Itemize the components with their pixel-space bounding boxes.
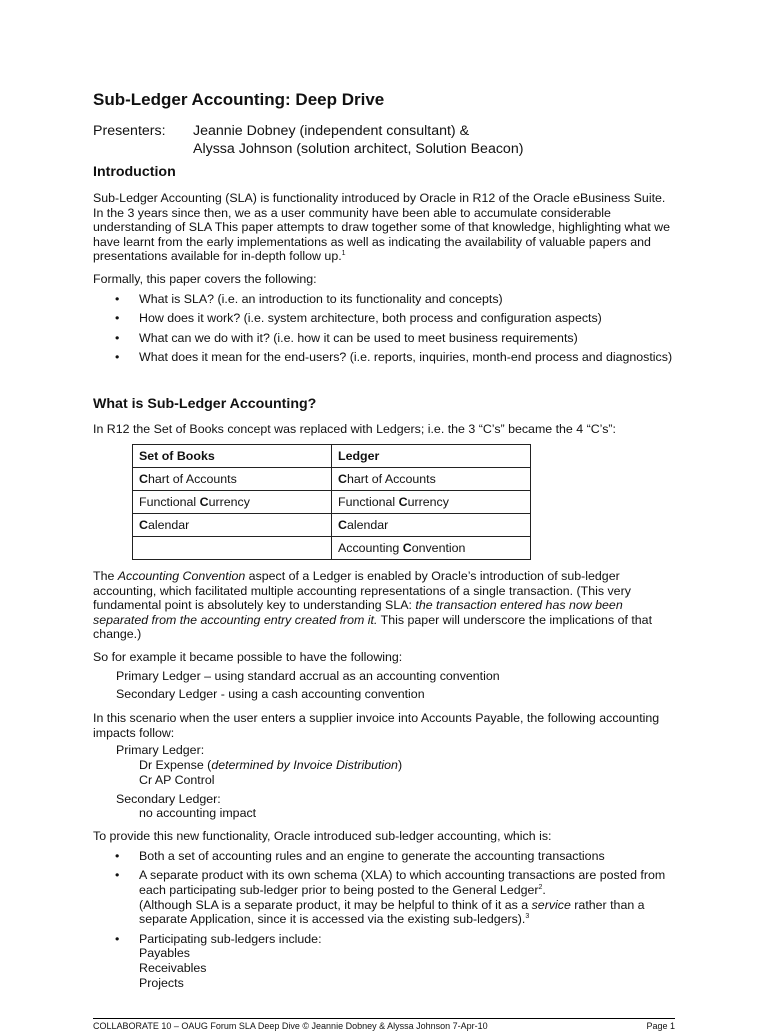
intro-text: Sub-Ledger Accounting (SLA) is functionality introduced by Oracle in R12 of the Oracle eBusiness Suite. In the 3 years since then, we as a user community have been able to accumulate considerable understanding of SLA This paper attempts to draw together some of that knowledge, highlighting what we have learnt from the early implementations as well as indicating the availability of valuable papers and presentations available for in-depth follow up. bbox=[93, 191, 670, 264]
books-comparison-table bbox=[132, 444, 531, 560]
sla-list bbox=[93, 849, 675, 995]
sub-ledger-item: Projects bbox=[139, 975, 184, 990]
table-cell: Chart of Accounts bbox=[332, 468, 531, 491]
secondary-ledger-line: Secondary Ledger - using a cash accounting convention bbox=[116, 687, 425, 701]
what-is-heading: What is Sub-Ledger Accounting? bbox=[93, 396, 317, 412]
sub-ledger-item: Receivables bbox=[139, 960, 207, 975]
intro-paragraph bbox=[93, 191, 675, 264]
table-header: Set of Books bbox=[133, 445, 332, 468]
table-header-row bbox=[133, 445, 531, 468]
covers-lead: Formally, this paper covers the following: bbox=[93, 272, 317, 286]
list-item: • Both a set of accounting rules and an engine to generate the accounting transactions bbox=[93, 849, 675, 864]
dr-expense-line: Dr Expense (determined by Invoice Distribution) bbox=[139, 758, 403, 772]
footnote-ref: 3 bbox=[525, 913, 530, 921]
footer-text: COLLABORATE 10 – OAUG Forum SLA Deep Dive © Jeannie Dobney & Alyssa Johnson 7-Apr-10 bbox=[93, 1021, 488, 1031]
list-item: • Participating sub-ledgers include: Payables Receivables Projects bbox=[93, 932, 675, 990]
intro-heading: Introduction bbox=[93, 164, 176, 180]
table-cell: Chart of Accounts bbox=[133, 468, 332, 491]
footnote-ref: 1 bbox=[341, 250, 346, 258]
sub-ledger-item: Payables bbox=[139, 946, 190, 961]
table-row bbox=[133, 468, 531, 491]
list-item: • What does it mean for the end-users? (i.e. reports, inquiries, month-end process and diagnostics) bbox=[93, 350, 675, 365]
table-header: Ledger bbox=[332, 445, 531, 468]
page-footer bbox=[93, 1018, 675, 1031]
presenter-2: Alyssa Johnson (solution architect, Solution Beacon) bbox=[193, 141, 524, 157]
presenters bbox=[93, 122, 523, 158]
document-title: Sub-Ledger Accounting: Deep Drive bbox=[93, 90, 385, 109]
convention-paragraph: The Accounting Convention aspect of a Ledger is enabled by Oracle’s introduction of sub-ledger accounting, which facilitated multiple accounting representations of a single transaction. (This very fundamental point is absolutely key to understanding SLA: the transaction entered has now been separated from the accounting entry created from it. This paper will underscore the implications of that change.) bbox=[93, 569, 653, 642]
list-item: • How does it work? (i.e. system architecture, both process and configuration aspects) bbox=[93, 311, 675, 326]
table-row bbox=[133, 537, 531, 560]
table-row bbox=[133, 514, 531, 537]
cr-ap-line: Cr AP Control bbox=[139, 773, 215, 787]
no-impact-line: no accounting impact bbox=[139, 806, 257, 820]
list-item: • A separate product with its own schema (XLA) to which accounting transactions are posted from each participating sub-ledger prior to being posted to the General Ledger$^2$. (Although SLA is a separate product, it may be helpful to think of it as a service rather than a separate Application, since it is accessed via the existing sub-ledgers).$^3$ bbox=[93, 868, 675, 926]
table-cell bbox=[133, 537, 332, 560]
table-row bbox=[133, 491, 531, 514]
page-number: Page 1 bbox=[646, 1021, 675, 1031]
provide-lead: To provide this new functionality, Oracle introduced sub-ledger accounting, which is: bbox=[93, 829, 552, 843]
primary-ledger-label: Primary Ledger: bbox=[116, 743, 205, 757]
primary-ledger-line: Primary Ledger – using standard accrual as an accounting convention bbox=[116, 669, 500, 683]
footnote-ref: 2 bbox=[538, 883, 543, 891]
table-cell: Calendar bbox=[332, 514, 531, 537]
list-item: • What can we do with it? (i.e. how it can be used to meet business requirements) bbox=[93, 331, 675, 346]
what-is-lead: In R12 the Set of Books concept was replaced with Ledgers; i.e. the 3 “C’s” became the 4 “C’s”: bbox=[93, 422, 616, 436]
table-cell: Functional Currency bbox=[332, 491, 531, 514]
secondary-ledger-label: Secondary Ledger: bbox=[116, 792, 221, 806]
presenter-1: Jeannie Dobney (independent consultant) & bbox=[193, 123, 470, 139]
example-lead: So for example it became possible to have the following: bbox=[93, 650, 403, 664]
table-cell: Functional Currency bbox=[133, 491, 332, 514]
covers-list bbox=[93, 292, 675, 370]
presenters-label: Presenters: bbox=[93, 123, 166, 139]
list-item: • What is SLA? (i.e. an introduction to its functionality and concepts) bbox=[93, 292, 675, 307]
table-cell: Accounting Convention bbox=[332, 537, 531, 560]
scenario-paragraph: In this scenario when the user enters a supplier invoice into Accounts Payable, the following accounting impacts follow: bbox=[93, 711, 660, 740]
table-cell: Calendar bbox=[133, 514, 332, 537]
